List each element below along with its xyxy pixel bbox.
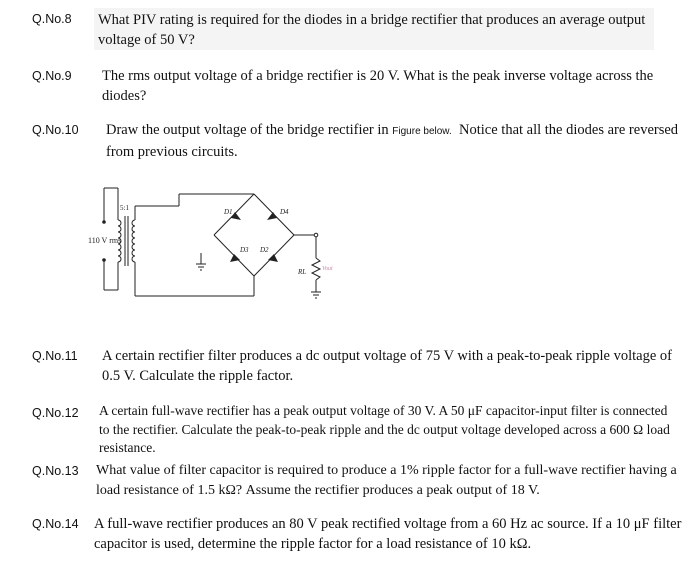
question-number: Q.No.14 bbox=[32, 517, 79, 531]
diode-d4 bbox=[267, 212, 277, 220]
question-number: Q.No.8 bbox=[32, 12, 72, 26]
question-text: The rms output voltage of a bridge rectifier is 20 V. What is the peak inverse voltage across the diodes? bbox=[102, 68, 654, 104]
question-number: Q.No.11 bbox=[32, 349, 78, 363]
bridge-rectifier-diagram bbox=[84, 180, 344, 315]
question-text: What PIV rating is required for the diodes in a bridge rectifier that produces an average output voltage of 50 V? bbox=[98, 12, 646, 48]
question-number: Q.No.13 bbox=[32, 464, 79, 478]
ratio-label: 5:1 bbox=[120, 204, 129, 212]
rl-label: RL bbox=[298, 268, 307, 276]
question-text: A certain rectifier filter produces a dc output voltage of 75 V with a peak-to-peak ripple voltage of 0.5 V. Calculate the ripple factor. bbox=[102, 348, 672, 384]
figure-ref: Figure below. bbox=[392, 126, 452, 137]
d2-label: D2 bbox=[260, 246, 269, 254]
question-text-b: Notice that all the diodes are reversed from previous circuits. bbox=[106, 122, 679, 160]
d1-label: D1 bbox=[224, 208, 233, 216]
vout-label: Vout bbox=[322, 266, 333, 272]
question-text: What value of filter capacitor is required to produce a 1% ripple factor for a full-wave rectifier having a load resistance of 1.5 kΩ? Assume the rectifier produces a peak output of 18 V. bbox=[96, 463, 677, 498]
question-text: A full-wave rectifier produces an 80 V peak rectified voltage from a 60 Hz ac source. If a 10 μF filter capacitor is used, determine the ripple factor for a load resistance of 10 kΩ. bbox=[94, 516, 682, 552]
question-text: A certain full-wave rectifier has a peak output voltage of 30 V. A 50 μF capacitor-input filter is connected to the rectifier. Calculate the peak-to-peak ripple and the dc output voltage developed across a 600 Ω load resistance. bbox=[99, 403, 670, 455]
question-text bbox=[106, 120, 688, 162]
source-label: 110 V rms bbox=[88, 236, 122, 245]
d4-label: D4 bbox=[280, 208, 289, 216]
question-number: Q.No.10 bbox=[32, 123, 79, 137]
d3-label: D3 bbox=[240, 246, 249, 254]
question-text-a: Draw the output voltage of the bridge rectifier in bbox=[106, 122, 389, 138]
question-number: Q.No.12 bbox=[32, 406, 79, 420]
question-number: Q.No.9 bbox=[32, 69, 72, 83]
